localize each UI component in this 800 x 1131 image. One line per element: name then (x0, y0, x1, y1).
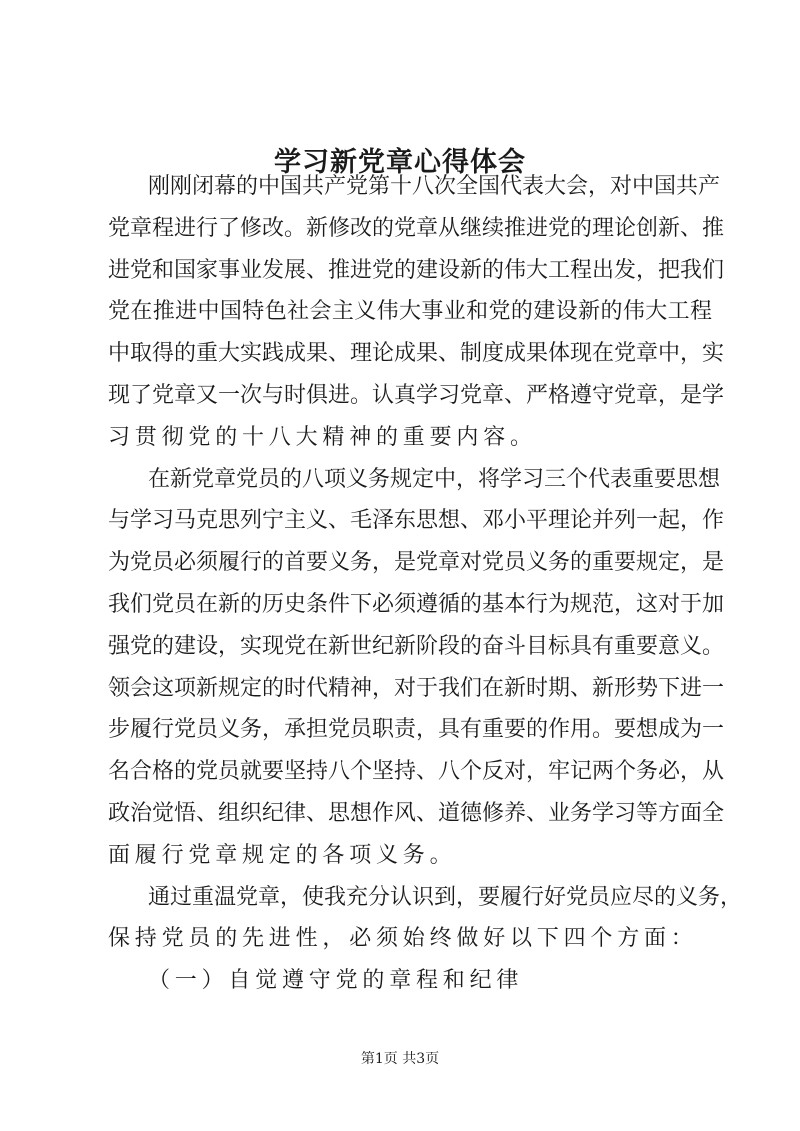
text-line: 在新党章党员的八项义务规定中，将学习三个代表重要思想 (148, 466, 721, 492)
text-line: 通过重温党章，使我充分认识到，要履行好党员应尽的义务， (148, 884, 743, 910)
document-body (108, 166, 743, 1002)
text-line: 与学习马克思列宁主义、毛泽东思想、邓小平理论并列一起，作 (108, 508, 725, 534)
text-line: 中取得的重大实践成果、理论成果、制度成果体现在党章中，实 (108, 341, 725, 367)
document-title: 学习新党章心得体会 (274, 147, 526, 178)
text-line: 现了党章又一次与时俱进。认真学习党章、严格遵守党章，是学 (108, 382, 725, 408)
text-line: 党在推进中国特色社会主义伟大事业和党的建设新的伟大工程 (108, 299, 712, 325)
text-line: 党章程进行了修改。新修改的党章从继续推进党的理论创新、推 (108, 215, 725, 241)
text-line: 我们党员在新的历史条件下必须遵循的基本行为规范，这对于加 (108, 591, 725, 617)
text-line: （一）自觉遵守党的章程和纪律 (148, 968, 524, 994)
text-line: 习贯彻党的十八大精神的重要内容。 (108, 424, 537, 450)
text-line: 保持党员的先进性，必须始终做好以下四个方面： (108, 926, 698, 952)
text-line: 强党的建设，实现党在新世纪新阶段的奋斗目标具有重要意义。 (108, 633, 725, 659)
text-line: 名合格的党员就要坚持八个坚持、八个反对，牢记两个务必，从 (108, 759, 725, 785)
text-line: 政治觉悟、组织纪律、思想作风、道德修养、业务学习等方面全 (108, 800, 725, 826)
text-line: 为党员必须履行的首要义务，是党章对党员义务的重要规定，是 (108, 550, 725, 576)
text-line: 面履行党章规定的各项义务。 (108, 842, 457, 868)
text-line: 步履行党员义务，承担党员职责，具有重要的作用。要想成为一 (108, 717, 725, 743)
text-line: 领会这项新规定的时代精神，对于我们在新时期、新形势下进一 (108, 675, 725, 701)
text-line: 刚刚闭幕的中国共产党第十八次全国代表大会，对中国共产 (148, 174, 721, 199)
text-line: 进党和国家事业发展、推进党的建设新的伟大工程出发，把我们 (108, 257, 725, 283)
page-footer: 第1页 共3页 (360, 1051, 440, 1067)
